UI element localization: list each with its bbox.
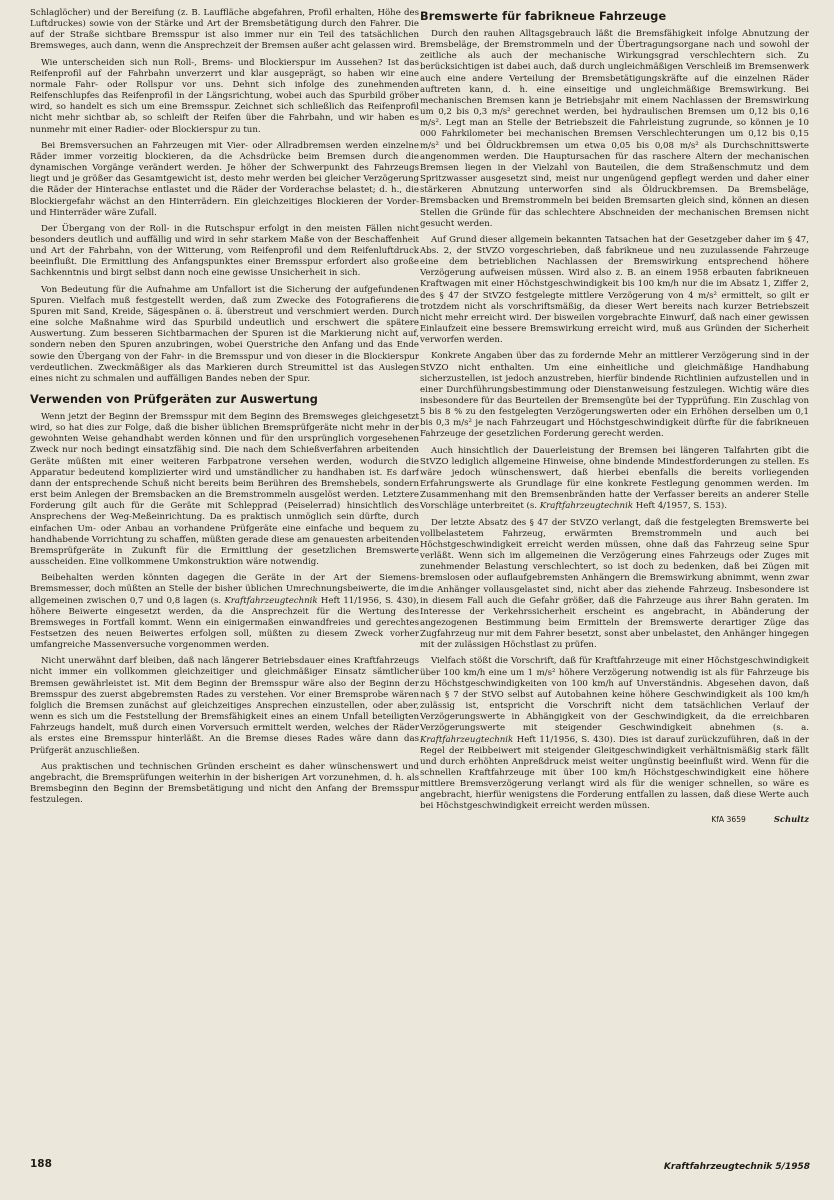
paragraph [30, 573, 419, 651]
page-number: 188 [30, 1158, 52, 1170]
paragraph: Schlaglöcher) und der Bereifung (z. B. Lauffläche abgefahren, Profil erhalten, Höhe des Luftdruckes) sowie von der Stärke und Art der Bremsbetätigung durch den Fahrer. Die auf der Straße sichtbare Bremsspur ist also immer nur ein Teil des tatsächlichen Bremsweges, auch dann, wenn die Ansprechzeit der Bremsen außer acht gelassen wird. [30, 8, 419, 52]
right-column [420, 8, 809, 1148]
journal-reference: Kraftfahrzeugtechnik [539, 501, 634, 512]
paragraph [420, 446, 809, 513]
text-run: Heft 11/1956, S. 430), höhere Beiwerte eingesetzt werden, da die Ansprechzeit für die Wertung des Bremsweges in Fortfall kommt. Wenn ein einigermaßen einwandfreies und gerechtes Festsetzen des neuen Beiwertes erfolgen soll, müßten zu diesem Zweck vorher umfangreiche Massenversuche vorgenommen werden. [30, 595, 419, 651]
archive-code: KfA 3659 [711, 814, 746, 824]
section-heading: Verwenden von Prüfgeräten zur Auswertung [30, 393, 318, 406]
paragraph: Der Übergang von der Roll- in die Rutschspur erfolgt in den meisten Fällen nicht besonders deutlich und auffällig und wird in sehr starkem Maße von der Beschaffenheit und Art der Fahrbahn, von der Witterung, vom Reifenprofil und dem Reifenluftdruck beeinflußt. Die Ermittlung des Anfangspunktes einer Bremsspur erfordert also große Sachkenntnis und birgt selbst dann noch eine gewisse Unsicherheit in sich. [30, 223, 419, 279]
left-column [30, 8, 419, 1144]
paragraph: Auf Grund dieser allgemein bekannten Tatsachen hat der Gesetzgeber daher im § 47, Abs. 2, der StVZO vorgeschrieben, daß fabrikneue und neu zuzulassende Fahrzeuge eine dem betrieblichen Nachlassen der Bremswirkung entsprechend höhere Verzögerung aufweisen müssen. Wird also z. B. an einem 1958 erbauten fabrikneuen Kraftwagen mit einer Höchstgeschwindigkeit bis 100 km/h nur die im Absatz 1, Ziffer 2, des § 47 der StVZO festgelegte mittlere Verzögerung von 4 m/s² ermittelt, so gilt er trotzdem nicht als vorschriftsmäßig, da dieser Wert bereits nach kurzer Betriebszeit nicht mehr erreicht wird. Der bisweilen vorgebrachte Einwurf, daß nach einer gewissen Einlaufzeit eine bessere Bremswirkung erreicht wird, muß aus Gründen der Sicherheit verworfen werden. [420, 234, 809, 346]
text-run: Vielfach stößt die Vorschrift, daß für Kraftfahrzeuge mit einer Höchstgeschwindigkeit über 100 km/h eine um 1 m/s² höhere Verzögerung notwendig ist als für Fahrzeuge bis zu Höchstgeschwindigkeiten von 100 km/h auf Unverständnis. Abgesehen davon, daß nach § 7 der StVO selbst auf Autobahnen keine höhere Geschwindigkeit als 100 km/h zulässig ist, entspricht die Vorschrift nicht dem tatsächlichen Verlauf der Verzögerungswerte in Abhängigkeit von der Geschwindigkeit, da die erreichbaren Verzögerungswerte mit steigender Geschwindigkeit abnehmen (s. a. [420, 656, 809, 734]
text-run: Heft 11/1956, S. 430). Dies ist darauf zurückzuführen, daß in der Regel der Reibbeiwert mit steigender Gleitgeschwindigkeit verhältnismäßig stark fällt und durch erhöhten Anpreßdruck meist weiter ungünstig beeinflußt wird. Wenn für die schnellen Kraftfahrzeuge mit über 100 km/h Höchstgeschwindigkeit eine höhere mittlere Bremsverzögerung verlangt wird als für die weniger schnellen, so wäre es angebracht, hierfür wenigstens die Forderung entfallen zu lassen, daß diese Werte auch bei Höchstgeschwindigkeit erreicht werden müssen. [420, 734, 809, 812]
article-signature [420, 814, 809, 825]
text-run: Beibehalten werden könnten dagegen die Geräte in der Art der Siemens-Bremsmesser, doch müßten an Stelle der bisher üblichen Umrechnungsbeiwerte, die im allgemeinen zwischen 0,7 und 0,8 lagen (s. [30, 573, 419, 606]
journal-reference: Kraftfahrzeugtechnik [420, 734, 514, 745]
paragraph: Von Bedeutung für die Aufnahme am Unfallort ist die Sicherung der aufgefundenen Spuren. Vielfach muß festgestellt werden, daß zum Zwecke des Fotografierens die Spuren mit Sand, Kreide, Sägespänen o. ä. überstreut und verschmiert werden. Durch eine solche Maßnahme wird das Spurbild undeutlich und erschwert die spätere Auswertung. Zum besseren Sichtbarmachen der Spuren ist die Markierung nicht auf, sondern neben den Spuren anzubringen, wobei Querstriche den Anfang und das Ende sowie den Übergang von der Fahr- in die Bremsspur und von dieser in die Blockierspur verdeutlichen. Zweckmäßiger als das Markieren durch Streumittel ist das Auslegen eines nicht zu schmalen und auffälligen Bandes neben der Spur. [30, 284, 419, 384]
paragraph [420, 656, 809, 812]
paragraph: Konkrete Angaben über das zu fordernde Mehr an mittlerer Verzögerung sind in der StVZO nicht enthalten. Um eine einheitliche und gleichmäßige Handhabung sicherzustellen, ist jedoch anzustreben, hierfür bindende Richtlinien aufzustellen und in einer Durchführungsbestimmung oder Dienstanweisung festzulegen. Wichtig wäre dies insbesondere für das Beurteilen der Bremsengüte bei der Typprüfung. Ein Zuschlag von 5 bis 8 % zu den festgelegten Verzögerungswerten oder ein Erhöhen derselben um 0,1 bis 0,3 m/s² je nach Fahrzeugart und Höchstgeschwindigkeit dürfte für die fabrikneuen Fahrzeuge der gesetzlichen Forderung gerecht werden. [420, 351, 809, 440]
journal-reference: Kraftfahrzeugtechnik [224, 595, 318, 606]
paragraph: Durch den rauhen Alltagsgebrauch läßt die Bremsfähigkeit infolge Abnutzung der Bremsbeläge, der Bremstrommeln und der Übertragungsorgane nach und sowohl der zeitliche als auch der mechanische Wirkungsgrad verschlechtern sich. Zu berücksichtigen ist dabei auch, daß durch ungleichmäßigen Verschleiß im Bremsenwerk auch eine andere Verteilung der Bremsbetätigungskräfte auf die einzelnen Räder auftreten kann, d. h. eine einseitige und ungleichmäßige Bremswirkung. Bei mechanischen Bremsen kann je Betriebsjahr mit einem Nachlassen der Bremswirkung um 0,2 bis 0,3 m/s² gerechnet werden, bei hydraulischen Bremsen um 0,12 bis 0,16 m/s². Legt man an Stelle der Betriebszeit die Fahrleistung zugrunde, so können je 10 000 Fahrkilometer bei mechanischen Bremsen Verschlechterungen um 0,12 bis 0,15 m/s² und bei Öldruckbremsen um etwa 0,05 bis 0,08 m/s² als Durchschnittswerte angenommen werden. Die Hauptursachen für das raschere Altern der mechanischen Bremsen liegen in der Vielzahl von Bauteilen, die dem Straßenschmutz und dem Spritzwasser ausgesetzt sind, meist nur ungenügend gepflegt werden und daher einer stärkeren Abnutzung unterworfen sind als Öldruckbremsen. Da Bremsbeläge, Bremsbacken und Bremstrommeln bei beiden Bremsarten gleich sind, können an diesen Stellen die Gründe für das schlechtere Abschneiden der mechanischen Bremsen nicht gesucht werden. [420, 29, 809, 229]
paragraph: Der letzte Absatz des § 47 der StVZO verlangt, daß die festgelegten Bremswerte bei vollbelastetem Fahrzeug, erwärmten Bremstrommeln und auch bei Höchstgeschwindigkeit erreicht werden müssen, ohne daß das Fahrzeug seine Spur verläßt. Wenn sich im allgemeinen die Verzögerung eines Fahrzeugs oder Zuges mit zunehmender Belastung verschlechtert, so ist doch zu bedenken, daß bei Zügen mit bremslosen oder auflaufgebremsten Anhängern die Bremswirkung abnimmt, wenn zwar die Anhänger vollausgelastet sind, nicht aber das ziehende Fahrzeug. Insbesondere ist in diesem Fall auch die Gefahr größer, daß die Fahrzeuge aus ihrer Bahn geraten. Im Interesse der Verkehrssicherheit erscheint es angebracht, in Abänderung der angezogenen Bestimmung beim Ermitteln der Bremswerte derartiger Züge das Zugfahrzeug nur mit dem Fahrer besetzt, sonst aber unbelastet, den Anhänger hingegen mit der zulässigen Höchstlast zu prüfen. [420, 517, 809, 651]
author-name: Schultz [773, 813, 809, 824]
text-run: Auch hinsichtlich der Dauerleistung der Bremsen bei längeren Talfahrten gibt die StVZO lediglich allgemeine Hinweise, ohne bindende Mindestforderungen zu stellen. Es wäre jedoch wünschenswert, daß hierbei ebenfalls die bereits vorliegenden Erfahrungswerte als Grundlage für eine konkrete Festlegung genommen werden. Im Zusammenhang mit den Bremsenbränden hatte der Verfasser bereits an anderer Stelle Vorschläge unterbreitet (s. [420, 445, 809, 512]
paragraph: Wenn jetzt der Beginn der Bremsspur mit dem Beginn des Bremsweges gleichgesetzt wird, so hat dies zur Folge, daß die bisher üblichen Bremsprüfgeräte nicht mehr in der gewohnten Weise gehandhabt werden können und für den ursprünglich vorgesehenen Zweck nur noch bedingt einsatzfähig sind. Die nach dem Schießverfahren arbeitenden Geräte müßten mit einer weiteren Farbpatrone versehen werden, wodurch die Apparatur bedeutend komplizierter wird und umständlicher zu handhaben ist. Es darf dann der entsprechende Schuß nicht bereits beim Berühren des Bremshebels, sondern erst beim Anlegen der Bremsbacken an die Bremstrommeln ausgelöst werden. Letztere Forderung gilt auch für die Geräte mit Schlepprad (Peiselerrad) hinsichtlich des Ansprechens der Weg-Meßeinrichtung. Da es praktisch unmöglich sein dürfte, durch einfachen Um- oder Anbau an vorhandene Prüfgeräte eine einfache und bequem zu handhabende Vorrichtung zu schaffen, müßten gerade diese am genauesten arbeitenden Bremsprüfgeräte in Zukunft für die Ermittlung der gesetzlichen Bremswerte ausscheiden. Eine vollkommene Umkonstruktion wäre notwendig. [30, 412, 419, 568]
paragraph: Aus praktischen und technischen Gründen erscheint es daher wünschenswert und angebracht, die Bremsprüfungen weiterhin in der bisherigen Art vorzunehmen, d. h. als Bremsbeginn den Beginn der Bremsbetätigung und nicht den Anfang der Bremsspur festzulegen. [30, 761, 419, 806]
paragraph: Wie unterscheiden sich nun Roll-, Brems- und Blockierspur im Aussehen? Ist das Reifenprofil auf der Fahrbahn unverzerrt und klar ausgeprägt, so haben wir eine normale Fahr- oder Rollspur vor uns. Dehnt sich infolge des zunehmenden Reifenschlupfes das Reifenprofil in der Längsrichtung, wobei auch das Spurbild gröber wird, so handelt es sich um eine Bremsspur. Zeichnet sich schließlich das Reifenprofil nicht mehr sichtbar ab, so schleift der Reifen über die Fahrbahn, und wir haben es nunmehr mit einer Radier- oder Blockierspur zu tun. [30, 57, 419, 135]
paragraph: Nicht unerwähnt darf bleiben, daß nach längerer Betriebsdauer eines Kraftfahrzeugs nicht immer ein vollkommen gleichzeitiger und gleichmäßiger Einsatz sämtlicher Bremsen gewährleistet ist. Mit dem Beginn der Bremsspur wäre also der Beginn der Bremsspur des zuerst abgebremsten Rades zu verstehen. Vor einer Bremsprobe wären folglich die Bremsen zunächst auf gleichzeitiges Ansprechen einzustellen, oder aber, wenn es sich um die Feststellung der Bremsfähigkeit eines an einem Unfall beteiligten Fahrzeugs handelt, muß durch einen Vorversuch ermittelt werden, welches der Räder als erstes eine Bremsspur hinterläßt. An die Bremse dieses Rades wäre dann das Prüfgerät anzuschließen. [30, 656, 419, 756]
text-run: Heft 4/1957, S. 153). [633, 501, 727, 512]
paragraph: Bei Bremsversuchen an Fahrzeugen mit Vier- oder Allradbremsen werden einzelne Räder immer vorzeitig blockieren, da die Achsdrücke beim Bremsen durch die dynamischen Vorgänge verändert werden. Je höher der Schwerpunkt des Fahrzeugs liegt und je größer das Gesamtgewicht ist, desto mehr werden bei gleicher Verzögerung die Räder der Hinterachse entlastet und die Räder der Vorderachse belastet; d. h., die Blockiergefahr wächst an den Hinterrädern. Ein gleichzeitiges Blockieren der Vorder- und Hinterräder wäre Zufall. [30, 140, 419, 218]
section-heading: Bremswerte für fabrikneue Fahrzeuge [420, 10, 667, 23]
journal-issue: Kraftfahrzeugtechnik 5/1958 [663, 1162, 810, 1172]
